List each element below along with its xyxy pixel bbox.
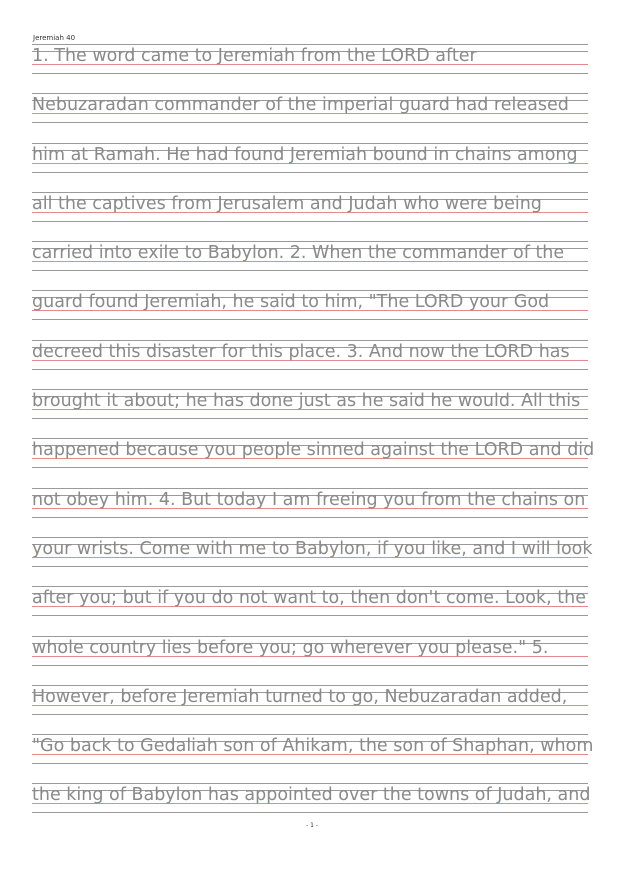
practice-line [32,486,588,535]
practice-line [32,387,588,436]
practice-text: brought it about; he has done just as he said he would. All this [32,391,581,412]
handwriting-practice-sheet [32,42,595,831]
practice-text: not obey him. 4. But today I am freeing you from the chains on [32,489,586,510]
guide-line-bottom [32,566,588,567]
guide-line-bottom [32,369,588,370]
practice-line [32,141,588,190]
guide-line-bottom [32,319,588,320]
practice-line [32,584,588,633]
practice-text: guard found Jeremiah, he said to him, "The LORD your God [32,292,550,313]
practice-text: "Go back to Gedaliah son of Ahikam, the son of Shaphan, whom [32,736,594,757]
practice-text: all the captives from Jerusalem and Judah who were being [32,193,542,214]
guide-line-bottom [32,714,588,715]
practice-text: 1. The word came to Jeremiah from the LORD after [32,46,477,66]
practice-text: after you; but if you do not want to, then don't come. Look, the [32,588,586,609]
practice-line [32,42,588,91]
guide-line-bottom [32,467,588,468]
guide-line-bottom [32,270,588,271]
guide-line-bottom [32,418,588,419]
practice-text: the king of Babylon has appointed over the towns of Judah, and [32,785,591,806]
guide-line-bottom [32,172,588,173]
practice-line [32,683,588,732]
practice-line [32,634,588,683]
practice-line [32,732,594,781]
practice-line [32,535,593,584]
practice-text: Nebuzaradan commander of the imperial guard had released [32,95,569,116]
practice-text: carried into exile to Babylon. 2. When the commander of the [32,243,565,264]
page-number: - 1 - [306,822,318,829]
practice-line [32,288,588,337]
guide-line-bottom [32,763,588,764]
practice-line [32,338,588,387]
guide-line-bottom [32,665,588,666]
guide-line-bottom [32,615,588,616]
guide-line-bottom [32,812,588,813]
guide-line-bottom [32,122,588,123]
guide-line-bottom [32,517,588,518]
practice-text: whole country lies before you; go wherever you please." 5. [32,637,549,658]
practice-text: decreed this disaster for this place. 3. And now the LORD has [32,341,570,362]
practice-text: However, before Jeremiah turned to go, Nebuzaradan added, [32,686,568,707]
practice-text: him at Ramah. He had found Jeremiah bound in chains among [32,144,578,165]
practice-text: happened because you people sinned against the LORD and did [32,440,595,461]
guide-line-bottom [32,221,588,222]
practice-line [32,190,588,239]
practice-text: your wrists. Come with me to Babylon, if you like, and I will look [32,538,593,559]
practice-line [32,239,588,288]
practice-line [32,436,595,485]
practice-line [32,91,588,140]
page-header: Jeremiah 40 [33,34,76,42]
guide-line-bottom [32,73,588,74]
